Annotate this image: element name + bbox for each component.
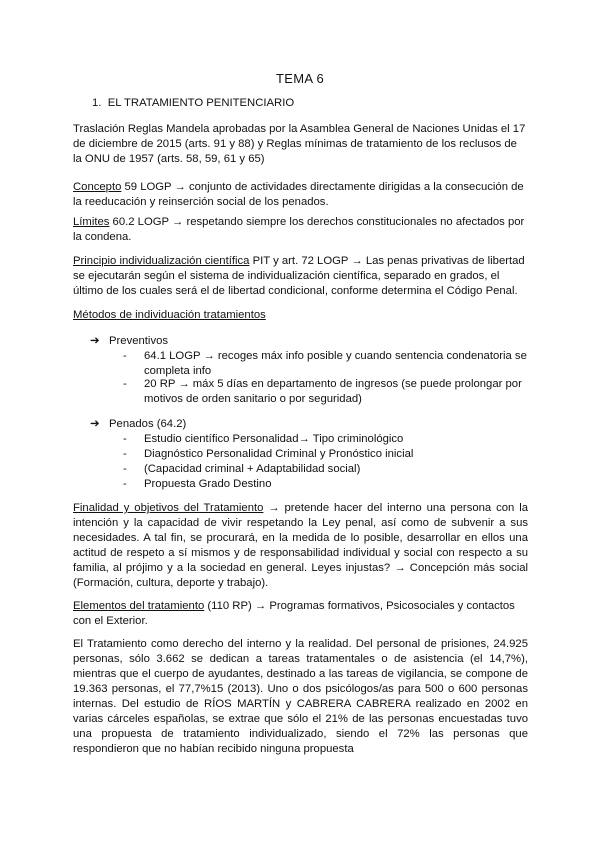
limites-text: 60.2 LOGP → respetando siempre los derechos constitucionales no afectados por la condena. xyxy=(73,216,525,243)
concepto-paragraph xyxy=(73,180,528,210)
principio-label: Principio individualización científica xyxy=(73,255,250,267)
arrow-icon: ➔ xyxy=(90,418,100,430)
elementos-paragraph xyxy=(73,599,528,629)
concepto-label: Concepto xyxy=(73,181,122,193)
limites-paragraph xyxy=(73,215,528,245)
concepto-text: 59 LOGP → conjunto de actividades directamente dirigidas a la consecución de la reeducación y reinserción social de los penados. xyxy=(73,181,524,208)
document-title: TEMA 6 xyxy=(276,71,325,86)
intro-paragraph: Traslación Reglas Mandela aprobadas por la Asamblea General de Naciones Unidas el 17 de diciembre de 2015 (arts. 91 y 88) y Reglas mínimas de tratamiento de los reclusos de la ONU de 1957 (arts. 58, 59, 61 y 65) xyxy=(73,123,526,165)
penados-item xyxy=(90,417,186,430)
arrow-icon: ➔ xyxy=(90,335,100,347)
finalidad-paragraph xyxy=(73,501,528,591)
elementos-label: Elementos del tratamiento xyxy=(73,600,205,612)
realidad-paragraph: El Tratamiento como derecho del interno y la realidad. Del personal de prisiones, 24.925 personas, sólo 3.662 se dedican a tareas tratamentales o de asistencia (el 14,7%), mientras que el cuerpo de ayudantes, destinado a las tareas de vigilancia, se compone de 19.363 personas, el 77,7%15 (2013). Uno o dos psicólogos/as para 500 o 600 personas internas. Del estudio de RÍOS MARTÍN y CABRERA CABRERA realizado en 2002 en varias cárceles españolas, se extrae que sólo el 21% de las personas encuestadas tuvo una propuesta de tratamiento individualizado, siendo el 72% las personas que respondieron que no habían recibido ninguna propuesta xyxy=(73,638,528,755)
principio-paragraph xyxy=(73,254,528,299)
preventivos-item xyxy=(90,334,168,347)
section-heading: 1. EL TRATAMIENTO PENITENCIARIO xyxy=(92,97,295,109)
preventivos-label: Preventivos xyxy=(109,335,169,347)
elementos-text: (110 RP) → Programas formativos, Psicosociales y contactos con el Exterior. xyxy=(73,600,515,627)
metodos-heading: Métodos de individuación tratamientos xyxy=(73,309,266,321)
finalidad-text: → pretende hacer del interno una persona con la intención y la capacidad de vivir respetando la Ley penal, así como de subvenir a sus necesidades. A tal fin, se procurará, en la medida de lo posible, desarrollar en ellos una actitud de respeto a sí mismos y de responsabilidad individual y social con respecto a su familia, al prójimo y a la sociedad en general. Leyes injustas? → Concepción más social (Formación, cultura, deporte y trabajo). xyxy=(73,502,528,589)
principio-text: PIT y art. 72 LOGP → Las penas privativas de libertad se ejecutarán según el sistema de individualización científica, separado en grados, el último de los cuales será el de libertad condicional, conforme determina el Código Penal. xyxy=(73,255,525,297)
finalidad-label: Finalidad y objetivos del Tratamiento xyxy=(73,502,264,514)
limites-label: Límites xyxy=(73,216,110,228)
penados-label: Penados (64.2) xyxy=(109,418,187,430)
